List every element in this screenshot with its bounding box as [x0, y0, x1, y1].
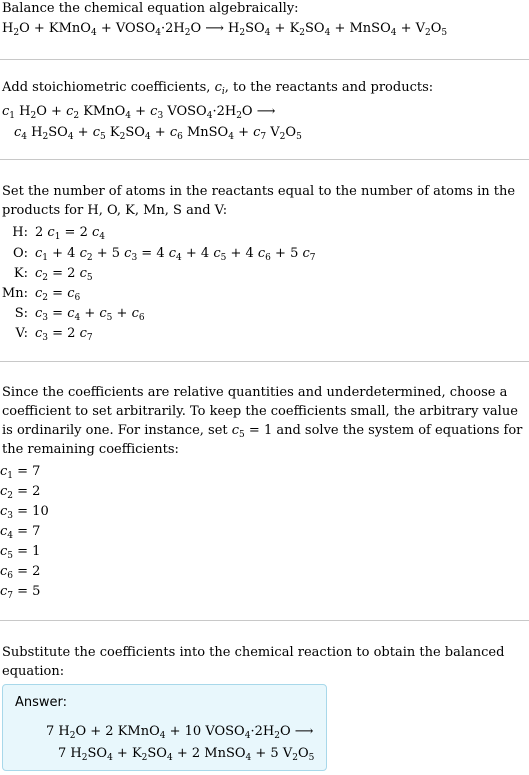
answer-box	[2, 684, 327, 771]
coefficient-equation-line2: $c_4$ $H_2SO_4 + c_5$ $K_2SO_4 + c_6$ MnSO$_4$ + $c_7$ $V_2O_5$	[14, 125, 302, 142]
divider	[0, 620, 529, 621]
solution-c5: $c_5 = 1$	[0, 544, 41, 561]
divider	[0, 59, 529, 60]
balanced-equation-line2: 7 $H_2SO_4 + K_2SO_4 + 2$ MnSO$_4$ + 5 $V_2O_5$	[58, 746, 315, 763]
divider	[0, 361, 529, 362]
balanced-equation-line1: 7 $H_2O + 2$ KMnO$_4$ + 10 $VOSO_4\cdot 2H_2O$ ⟶	[46, 724, 314, 741]
answer-label: Answer:	[15, 695, 68, 710]
solution-c1: $c_1 = 7$	[0, 464, 41, 481]
intro-text-2: Add stoichiometric coefficients, $c_i$, to the reactants and products:	[2, 80, 434, 97]
solution-c2: $c_2 = 2$	[0, 484, 41, 501]
solution-c7: $c_7 = 5$	[0, 584, 41, 601]
coefficient-equation-line1: $c_1$ $H_2O + c_2$ KMnO$_4$ + $c_3$ $VOSO_4\cdot 2H_2O$ ⟶	[2, 104, 276, 121]
intro-text-4: Since the coefficients are relative quantities and underdetermined, choose a coefficient to set arbitrarily. To keep the coefficients small, the arbitrary value is ordinarily one. For instance, set $c_5 = 1$ and solve the system of equations for the remaining coefficients:	[2, 385, 523, 457]
intro-text-3: Set the number of atoms in the reactants equal to the number of atoms in the products for H, O, K, Mn, S and V:	[2, 184, 516, 218]
intro-text-1: Balance the chemical equation algebraically:	[2, 1, 299, 16]
divider	[0, 159, 529, 160]
unbalanced-equation: $H_2O$ + KMnO$_4$ + $VOSO_4\cdot 2H_2O$ ⟶ $H_2SO_4 + K_2SO_4$ + MnSO$_4$ + $V_2O_5$	[2, 21, 448, 38]
solution-c6: $c_6 = 2$	[0, 564, 41, 581]
solution-c4: $c_4 = 7$	[0, 524, 41, 541]
solution-c3: $c_3 = 10$	[0, 504, 49, 521]
intro-text-5: Substitute the coefficients into the chemical reaction to obtain the balanced equation:	[2, 645, 505, 679]
